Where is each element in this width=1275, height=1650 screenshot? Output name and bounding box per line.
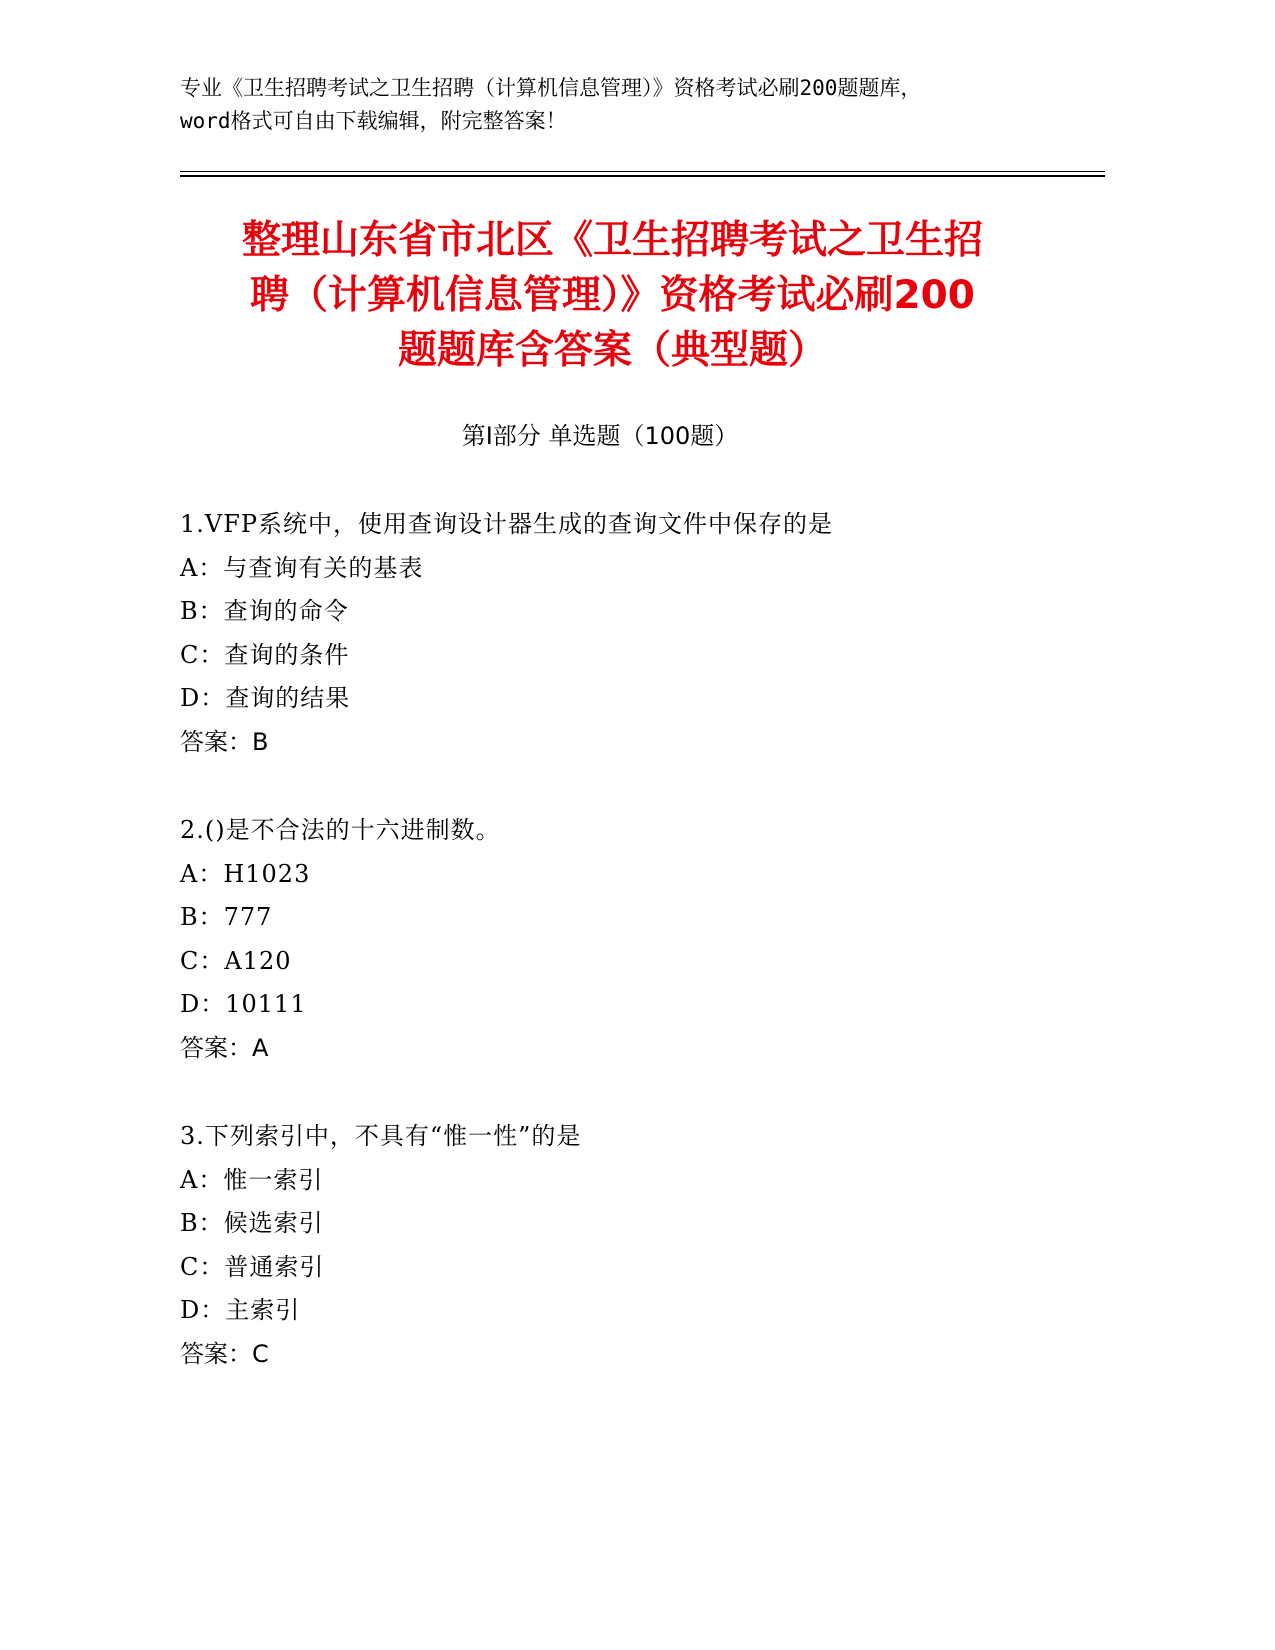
document-title xyxy=(190,213,1035,378)
option-b: B：候选索引 xyxy=(180,1209,324,1237)
option-c: C：A120 xyxy=(180,946,292,975)
answer: 答案：C xyxy=(180,1339,269,1368)
option-a: A：与查询有关的基表 xyxy=(180,553,424,582)
question-stem: 1.VFP系统中，使用查询设计器生成的查询文件中保存的是 xyxy=(180,510,834,538)
option-c: C：普通索引 xyxy=(180,1252,325,1281)
title-line-1: 整理山东省市北区《卫生招聘考试之卫生招 xyxy=(241,218,983,263)
option-d: D：10111 xyxy=(180,990,307,1018)
header-note-line-2: word格式可自由下载编辑，附完整答案！ xyxy=(180,109,567,133)
option-b: B：777 xyxy=(180,903,273,931)
option-a: A：H1023 xyxy=(180,859,311,888)
question-stem: 2.()是不合法的十六进制数。 xyxy=(180,816,501,844)
option-d: D：查询的结果 xyxy=(180,684,351,712)
question-1 xyxy=(180,503,1130,764)
header-note xyxy=(180,72,1080,138)
question-stem: 3.下列索引中，不具有“惟一性”的是 xyxy=(180,1122,582,1150)
title-line-3: 题题库含答案（典型题） xyxy=(397,328,827,373)
option-b: B：查询的命令 xyxy=(180,597,349,625)
option-a: A：惟一索引 xyxy=(180,1165,324,1194)
header-divider-thick xyxy=(180,175,1105,177)
question-list xyxy=(180,503,1130,1421)
answer: 答案：A xyxy=(180,1033,269,1062)
option-d: D：主索引 xyxy=(180,1296,301,1324)
header-divider-thin xyxy=(180,171,1105,172)
question-3 xyxy=(180,1115,1130,1376)
title-line-2: 聘（计算机信息管理）》资格考试必刷200 xyxy=(250,273,975,318)
header-note-line-1: 专业《卫生招聘考试之卫生招聘（计算机信息管理）》资格考试必刷200题题库， xyxy=(180,76,922,100)
question-2 xyxy=(180,809,1130,1070)
section-heading: 第Ⅰ部分 单选题（100题） xyxy=(461,422,739,450)
answer: 答案：B xyxy=(180,727,269,756)
option-c: C：查询的条件 xyxy=(180,640,350,669)
